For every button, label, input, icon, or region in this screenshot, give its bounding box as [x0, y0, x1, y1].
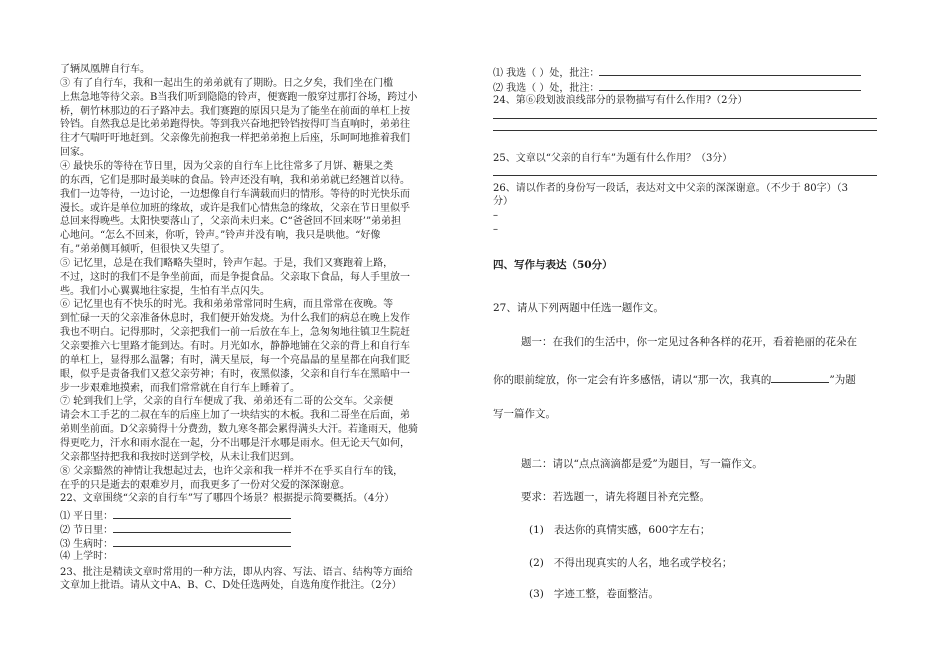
q23-answer-2-line[interactable]	[599, 81, 861, 91]
q22-scene-label: ⑴ 平日里：	[60, 511, 114, 523]
topic1-line2	[493, 373, 856, 386]
body-line: 步一步艰难地摸索，而我们常常就在自行车上睡着了。	[60, 382, 300, 394]
q23-text-line: 23、批注是精读文章时常用的一种方法，即从内容、写法、语言、结构等方面给	[60, 566, 413, 578]
q24-answer-line-2[interactable]	[493, 130, 877, 131]
body-line: 不过，这时的我们不是争坐前面，而是争提食品。父亲取下食品，每人手里放一	[60, 271, 410, 283]
body-line: 我们一边等待，一边讨论，一边想像自行车满载而归的情形。等待的时光快乐而	[60, 188, 410, 200]
q22-answer-line[interactable]	[113, 509, 291, 519]
body-line: 22、文章围绕“父亲的自行车”写了哪四个场景？根据提示简要概括。（4分）	[60, 493, 395, 505]
q22-scene-row	[60, 523, 291, 537]
q22-scene-row	[60, 537, 291, 551]
body-line: 桥，朝竹林那边的石子路冲去。我们赛跑的原因只是为了能坐在前面的单杠上按	[60, 105, 410, 117]
body-line: 父亲都坚持把我和我按时送到学校，从未让我们迟到。	[60, 451, 300, 463]
body-line: 到忙碌一天的父亲准备休息时，我们便开始发烧。为什么我们的病总在晚上发作	[60, 313, 410, 325]
requirement-item-2	[529, 557, 732, 569]
req-num: (2)	[529, 557, 544, 569]
q23-answer-1-line[interactable]	[599, 66, 861, 76]
body-line: 在乎的只是逝去的艰难岁月，而我更多了一份对父爱的深深谢意。	[60, 479, 350, 491]
body-line: 有。”弟弟侧耳倾听，但很快又失望了。	[60, 244, 231, 256]
req-num: (1)	[529, 524, 544, 536]
q22-scene-row	[60, 509, 291, 523]
body-line: 父亲要推六七里路才能到达。有时。月光如水，静静地铺在父亲的背上和自行车	[60, 341, 410, 352]
body-line: ③ 有了自行车，我和一起出生的弟弟就有了期盼。日之夕矣，我们坐在门槛	[60, 77, 394, 89]
topic1-line1: 题一：在我们的生活中，你一定见过各种各样的花开，看着艳丽的花朵在	[521, 336, 857, 348]
body-line: ⑦ 轮到我们上学，父亲的自行车便成了我、弟弟还有二哥的公交车。父亲便	[60, 396, 394, 408]
q25-text: 25、文章以“父亲的自行车”为题有什么作用？（3分）	[493, 153, 733, 164]
q24-text: 24、第⑥段划波浪线部分的景物描写有什么作用?（2分）	[493, 95, 748, 106]
body-line: 往才气喘吁吁地赶到。父亲像先前抱我一样把弟弟抱上后座，乐呵呵地推着我们	[60, 133, 410, 145]
body-line: 得更吃力，汗水和雨水混在一起，分不出哪是汗水哪是雨水。但无论天气如何，	[60, 437, 410, 449]
requirement-text: 要求：若选题一，请先将题目补充完整。	[521, 491, 710, 503]
body-line: ⑥ 记忆里也有不快乐的时光。我和弟弟常常同时生病，而且常常在夜晚。等	[60, 299, 394, 311]
q22-scene-label: ⑵ 节日里：	[60, 525, 114, 537]
q26-dash-1: –	[493, 210, 498, 221]
requirement-item-1	[529, 524, 710, 536]
body-line: 了辆凤凰牌自行车。	[60, 64, 150, 75]
q25-answer-line[interactable]	[493, 175, 877, 176]
body-line: 的单杠上，显得那么温馨；有时，满天星辰，每一个亮晶晶的星星都在向我们眨	[60, 354, 410, 366]
topic1-line3: 写一篇作文。	[493, 408, 556, 420]
body-line: 我也不明白。记得那时，父亲把我们一前一后放在车上，急匆匆地往镇卫生院赶	[60, 327, 410, 339]
req-text: 字迹工整，卷面整洁。	[553, 588, 659, 600]
body-line: 上焦急地等待父亲。B当我们听到隐隐的铃声，便赛跑一般穿过那打谷场，跨过小	[60, 91, 418, 103]
req-text: 表达你的真情实感，600字左右；	[553, 524, 711, 536]
q23-pick2-label: ⑵ 我选（ ）处，批注：	[493, 83, 600, 94]
q23-pick1-label: ⑴ 我选（ ）处，批注：	[493, 68, 600, 79]
q23-answer-2	[493, 81, 861, 95]
body-line: ⑤ 记忆里，总是在我们略略失望时，铃声乍起。于是，我们又赛跑着上路，	[60, 257, 394, 269]
q22-answer-line[interactable]	[113, 523, 291, 533]
q22-scene-label: ⑶ 生病时：	[60, 538, 114, 550]
topic2-text: 题二：请以“点点滴滴都是爱”为题目，写一篇作文。	[521, 458, 763, 470]
q23-answer-1	[493, 66, 861, 80]
body-line: 弟则坐前面。D父亲骑得十分费劲，数九寒冬都会累得满头大汗。若逢雨天，他骑	[60, 424, 419, 436]
q24-answer-line-1[interactable]	[493, 118, 877, 119]
body-line: ⑧ 父亲黯然的神情让我想起过去，也许父亲和我一样并不在乎买自行车的钱，	[60, 465, 404, 477]
topic1-title-blank[interactable]	[771, 373, 829, 383]
req-text: 不得出现真实的人名，地名或学校名；	[553, 557, 733, 569]
body-line: 请会木工手艺的二叔在车的后座上加了一块结实的木板。我和二哥坐在后面，弟	[60, 410, 410, 422]
q26-text-1: 26、请以作者的身份写一段话，表达对文中父亲的深深谢意。（不少于 80字）（3	[493, 183, 848, 194]
q26-dash-2: –	[493, 224, 498, 235]
q22-scene-label: ⑷ 上学时：	[60, 550, 114, 562]
body-line: 总回来得晚些。太阳快要落山了，父亲尚未归来。C“爸爸回不回来呀’”弟弟担	[60, 216, 402, 228]
q22-answer-line[interactable]	[113, 537, 291, 547]
q27-text: 27、请从下列两题中任选一题作文。	[493, 302, 664, 314]
q26-text-2: 分）	[493, 196, 513, 207]
body-line: ④ 最快乐的等待在节日里，因为父亲的自行车上比往常多了月饼、糖果之类	[60, 160, 394, 172]
topic1-line2-text: 你的眼前绽放，你一定会有许多感悟，请以“那一次，我真的	[493, 374, 772, 386]
section-4-heading: 四、写作与表达（50分）	[493, 259, 613, 271]
q23-text-line: 文章加上批语。请从文中A、B、C、D处任选两处，自选角度作批注。（2分）	[60, 580, 402, 592]
body-line: 眼，似乎是责备我们又惹父亲劳神；有时，夜黑似漆，父亲和自行车在黑暗中一	[60, 368, 410, 380]
body-line: 些。我们小心翼翼地往家提，生怕有半点闪失。	[60, 285, 270, 297]
req-num: (3)	[529, 588, 544, 600]
requirement-item-3	[529, 588, 659, 600]
body-line: 铃铛。自然我总是比弟弟跑得快。等到我兴奋地把铃铛按得叮当直响时，弟弟往	[60, 119, 410, 131]
body-line: 漫长。或许是单位加班的缘故，或许是我们心情焦急的缘故，父亲在节日里似乎	[60, 202, 410, 214]
topic1-line2-end: ”为题	[829, 374, 856, 386]
body-line: 的东西，它们是那时最美味的食品。铃声还没有响，我和弟弟就已经翘首以待。	[60, 174, 410, 186]
body-line: 回家。	[60, 147, 90, 159]
q22-scene-row	[60, 551, 113, 563]
body-line: 心地问。“怎么不回来，你听，铃声。”铃声并没有响，我只是哄他。“好像	[60, 230, 381, 242]
